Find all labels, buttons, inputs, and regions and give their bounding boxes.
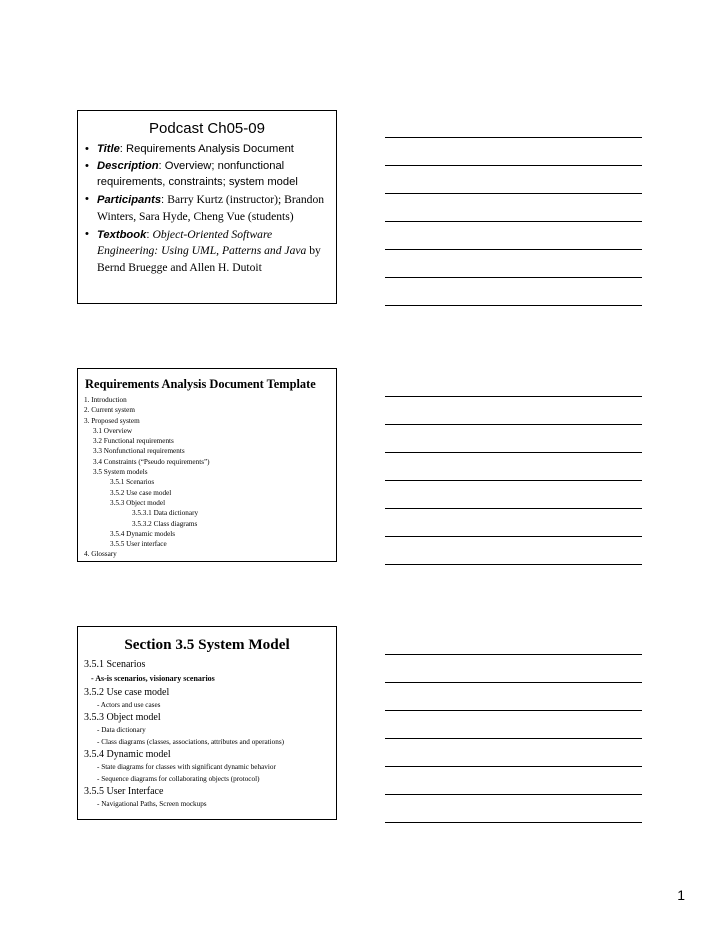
toc-item: 3.5.3.1 Data dictionary xyxy=(132,509,199,518)
textbook-sep: : xyxy=(146,229,153,242)
section-heading: 3.5.5 User Interface xyxy=(84,786,164,797)
toc-item: 3.5.3.2 Class diagrams xyxy=(132,519,198,528)
slide-podcast-info xyxy=(77,110,337,304)
description-label: Description xyxy=(97,160,159,173)
participants-sep: : xyxy=(161,194,168,207)
toc-item: 4. Glossary xyxy=(84,550,117,559)
title-value: : Requirements Analysis Document xyxy=(119,143,294,155)
slide-title: Requirements Analysis Document Template xyxy=(85,377,316,391)
bullet-icon: • xyxy=(85,193,89,206)
participants-label: Participants xyxy=(97,194,162,207)
note-line xyxy=(385,277,642,278)
note-line xyxy=(385,480,642,481)
section-detail: - Sequence diagrams for collaborating objects (protocol) xyxy=(97,775,260,783)
toc-item: 3.4 Constraints (“Pseudo requirements”) xyxy=(93,457,210,466)
slide-title: Section 3.5 System Model xyxy=(124,636,290,653)
note-line xyxy=(385,738,642,739)
section-heading: 3.5.1 Scenarios xyxy=(84,659,146,670)
toc-item: 3.5.1 Scenarios xyxy=(110,478,155,487)
note-line xyxy=(385,193,642,194)
page-number: 1 xyxy=(677,887,685,903)
section-detail: - Class diagrams (classes, associations, attributes and operations) xyxy=(97,738,285,746)
textbook-authors: by Bernd Bruegge and Allen H. Dutoit xyxy=(97,244,321,274)
section-detail: - Navigational Paths, Screen mockups xyxy=(97,800,207,808)
toc-item: 3.5.2 Use case model xyxy=(110,488,172,497)
toc-item: 3.5 System models xyxy=(93,468,148,477)
note-line xyxy=(385,396,642,397)
toc-item: 1. Introduction xyxy=(84,396,127,404)
list-item-description xyxy=(83,159,330,190)
note-line xyxy=(385,452,642,453)
info-list xyxy=(78,142,336,276)
section-heading: 3.5.2 Use case model xyxy=(84,687,170,698)
list-item-title xyxy=(83,142,330,157)
note-line xyxy=(385,564,642,565)
note-line xyxy=(385,221,642,222)
slide-title: Podcast Ch05-09 xyxy=(149,120,265,137)
toc-item: 2. Current system xyxy=(84,406,135,415)
toc-item: 3.2 Functional requirements xyxy=(93,437,174,446)
toc-item: 3.5.5 User interface xyxy=(110,540,167,549)
note-line xyxy=(385,165,642,166)
section-heading: 3.5.3 Object model xyxy=(84,712,161,723)
section-detail: - Data dictionary xyxy=(97,726,146,734)
note-line xyxy=(385,682,642,683)
note-line xyxy=(385,508,642,509)
note-line xyxy=(385,654,642,655)
note-line xyxy=(385,424,642,425)
textbook-title: Object-Oriented Software Engineering: Using UML, Patterns and Java xyxy=(97,228,307,258)
note-line xyxy=(385,249,642,250)
bullet-icon: • xyxy=(85,228,89,241)
toc-item: 3.3 Nonfunctional requirements xyxy=(93,447,185,456)
note-line xyxy=(385,137,642,138)
note-line xyxy=(385,766,642,767)
bullet-icon: • xyxy=(85,143,89,155)
bullet-icon: • xyxy=(85,160,89,173)
note-line xyxy=(385,536,642,537)
textbook-label: Textbook xyxy=(97,229,147,242)
list-item-textbook xyxy=(83,227,330,276)
section-heading: 3.5.4 Dynamic model xyxy=(84,749,171,760)
toc-item: 3.5.3 Object model xyxy=(110,498,166,507)
toc-list xyxy=(84,395,336,560)
section-detail: - As-is scenarios, visionary scenarios xyxy=(91,674,215,683)
note-line xyxy=(385,794,642,795)
note-line xyxy=(385,305,642,306)
toc-item: 3. Proposed system xyxy=(84,416,140,425)
description-value: : Overview; nonfunctional requirements, constraints; system model xyxy=(97,160,298,188)
section-detail: - State diagrams for classes with significant dynamic behavior xyxy=(97,763,276,771)
participants-value: Barry Kurtz (instructor); Brandon Winters, Sara Hyde, Cheng Vue (students) xyxy=(97,193,325,223)
toc-item: 3.1 Overview xyxy=(93,426,133,435)
slide-rad-template xyxy=(77,368,337,562)
slide-system-model xyxy=(77,626,337,820)
list-item-participants xyxy=(83,192,330,225)
note-line xyxy=(385,710,642,711)
section-detail: - Actors and use cases xyxy=(97,701,161,709)
title-label: Title xyxy=(97,143,120,155)
note-line xyxy=(385,822,642,823)
toc-item: 3.5.4 Dynamic models xyxy=(110,529,176,538)
